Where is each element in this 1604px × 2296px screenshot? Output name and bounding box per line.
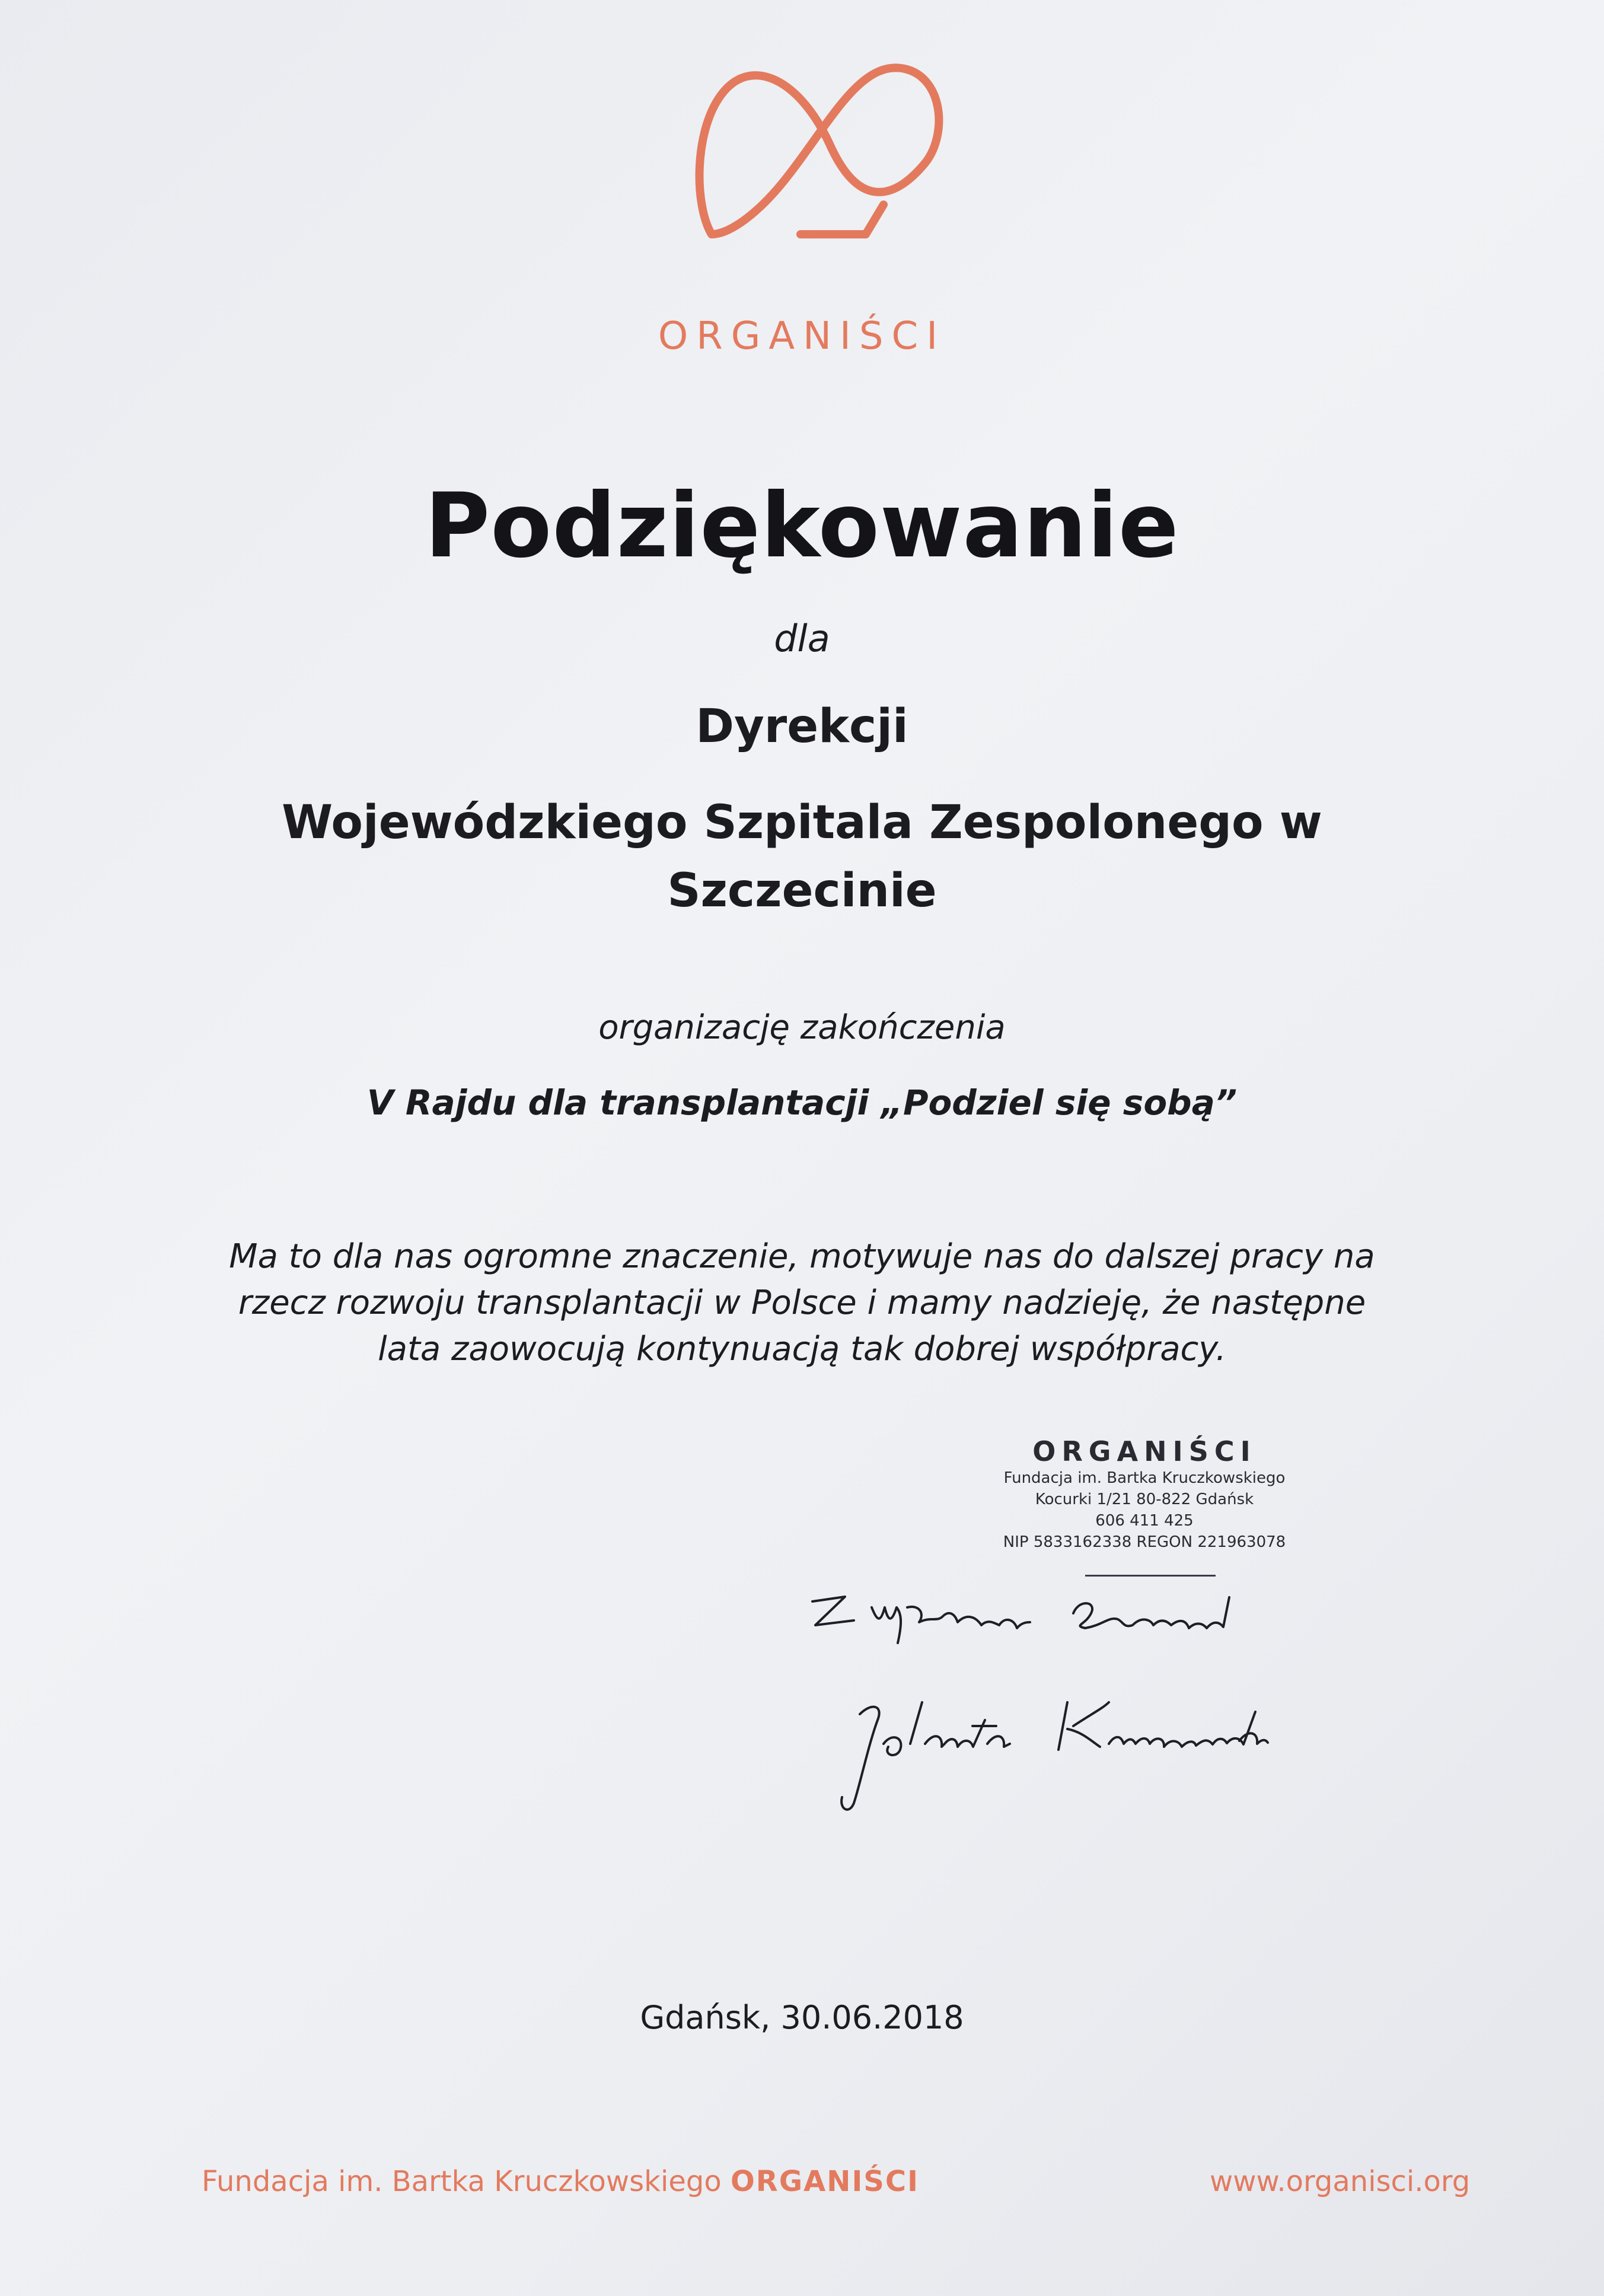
paragraph-line-2: rzecz rozwoju transplantacji w Polsce i mamy nadzieję, że następne <box>238 1284 1366 1322</box>
footer-foundation <box>202 2165 919 2198</box>
paragraph-line-1: Ma to dla nas ogromne znaczenie, motywuje nas do dalszej pracy na <box>229 1237 1375 1276</box>
paragraph-line-3: lata zaowocują kontynuacją tak dobrej współpracy. <box>378 1330 1226 1368</box>
recipient-line-2-text: Wojewódzkiego Szpitala Zespolonego w <box>282 796 1322 849</box>
event-name: V Rajdu dla transplantacji „Podziel się sobą” <box>366 1082 1238 1123</box>
stamp-line-2: Kocurki 1/21 80-822 Gdańsk <box>1035 1491 1254 1508</box>
recipient-line-2 <box>0 789 1604 925</box>
stamp-line-4: NIP 5833162338 REGON 221963078 <box>1003 1533 1286 1551</box>
footer-website-link[interactable]: www.organisci.org <box>1210 2165 1471 2198</box>
infinity-heart-icon <box>688 56 949 270</box>
footer-brand: ORGANIŚCI <box>730 2165 919 2198</box>
handwritten-signature <box>789 1566 1393 1815</box>
footer-foundation-name: Fundacja im. Bartka Kruczkowskiego <box>202 2165 722 2198</box>
signature-line-2 <box>0 0 1 1</box>
stamp-brand: ORGANIŚCI <box>1032 1435 1257 1467</box>
for-what-text: organizację zakończenia <box>598 1008 1006 1047</box>
page-title: Podziękowanie <box>425 475 1179 578</box>
recipient-line-3-text: Szczecinie <box>667 864 937 918</box>
signature-line-1 <box>0 0 1 1</box>
thanks-paragraph <box>0 1234 1604 1372</box>
place-date: Gdańsk, 30.06.2018 <box>640 1999 964 2036</box>
brand-name: ORGANIŚCI <box>658 314 946 358</box>
stamp-line-1: Fundacja im. Bartka Kruczkowskiego <box>1003 1469 1286 1487</box>
foundation-stamp <box>961 1435 1328 1553</box>
dla-text: dla <box>774 617 830 660</box>
recipient-line-1: Dyrekcji <box>696 700 908 753</box>
stamp-line-3: 606 411 425 <box>1095 1512 1194 1530</box>
